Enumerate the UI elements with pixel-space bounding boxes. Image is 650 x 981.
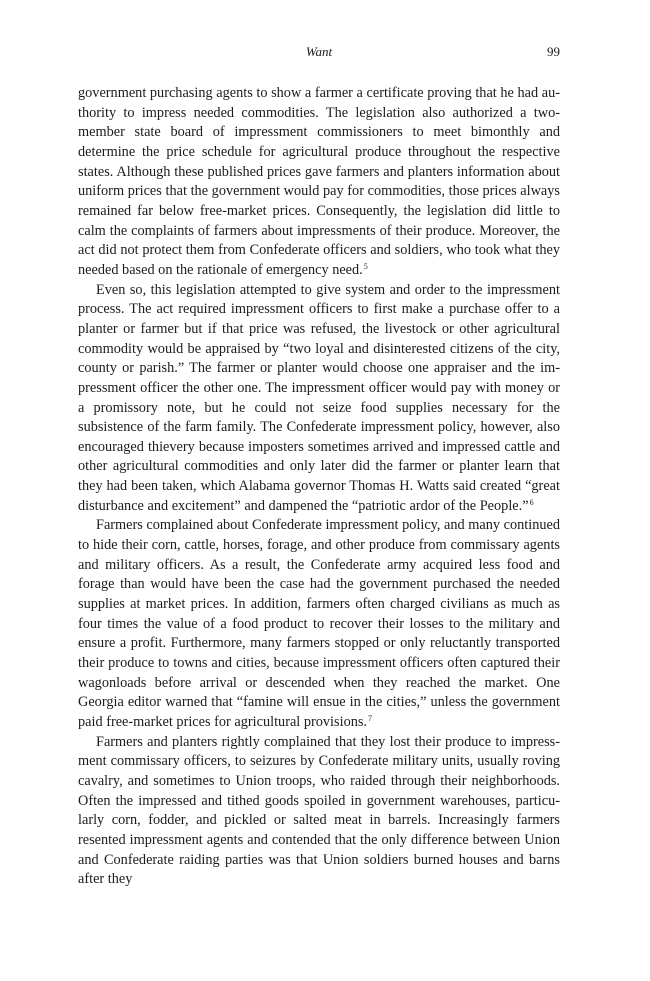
footnote-marker[interactable]: 6 (529, 497, 534, 507)
paragraph (78, 281, 560, 517)
footnote-marker[interactable]: 5 (363, 261, 368, 271)
paragraph-text: Farmers complained about Confederate impressment policy, and many continued to hide their corn, cattle, horses, forage, and other produce from commissary agents and military officers. As a result, the Confederate army acquired less food and forage than would have been the case had the government purchased the needed supplies at market prices. In addition, farmers often charged civilians as much as four times the value of a food product to recover their losses to the military and ensure a profit. Furthermore, many farmers stopped or only reluctantly transported their produce to towns and cities, because impressment officers often captured their wagonloads before arrival or descended when they reached the market. One Georgia editor warned that “famine will ensue in the cities,” unless the government paid free-market prices for agricultural provisions. (78, 517, 560, 730)
paragraph (78, 84, 560, 281)
paragraph-text: Farmers and planters rightly complained that they lost their produce to impressment commissary officers, to seizures by Confederate military units, usually roving cavalry, and sometimes to Union troops, who raided through their neighborhoods. Often the impressed and tithed goods spoiled in government warehouses, particularly corn, fodder, and pickled or salted meat in barrels. Increasingly farmers resented impressment agents and contended that the only difference between Union and Confederate raiding parties was that Union soldiers burned houses and barns after they (78, 733, 560, 888)
paragraph-text: Even so, this legislation attempted to give system and order to the impressment process. The act required impressment officers to first make a purchase offer to a planter or farmer but if that price was refused, the livestock or other agricultural commodity would be appraised by “two loyal and disinterested citizens of the city, county or parish.” The farmer or planter would choose one appraiser and the impressment officer the other one. The impressment officer would pay with money or a promissory note, but he could not seize food supplies necessary for the subsistence of the farm family. The Confederate impressment policy, however, also encouraged thievery because imposters sometimes arrived and impressed cattle and other agricultural commodities and only later did the farmer or planter learn that they had been taken, which Alabama governor Thomas H. Watts said created “great disturbance and excitement” and dampened the “patriotic ardor of the People.” (78, 281, 560, 514)
body-text (78, 84, 560, 890)
page-number: 99 (547, 44, 560, 59)
paragraph-text: government purchasing agents to show a farmer a certificate proving that he had authority to impress needed commodities. The legislation also authorized a two-member state board of impressment commissioners to meet bimonthly and determine the price schedule for agricultural produce throughout the respective states. Although these published prices gave farmers and planters information about uniform prices that the government would pay for commodities, those prices always remained far below free-market prices. Consequently, the legislation did little to calm the complaints of farmers about impressments of their produce. Moreover, the act did not protect them from Confederate officers and soldiers, who took what they needed based on the rationale of emergency need. (78, 85, 560, 278)
paragraph (78, 516, 560, 732)
paragraph (78, 733, 560, 890)
running-header (78, 44, 560, 64)
running-title: Want (305, 44, 333, 59)
footnote-marker[interactable]: 7 (368, 714, 373, 723)
book-page (78, 44, 560, 890)
